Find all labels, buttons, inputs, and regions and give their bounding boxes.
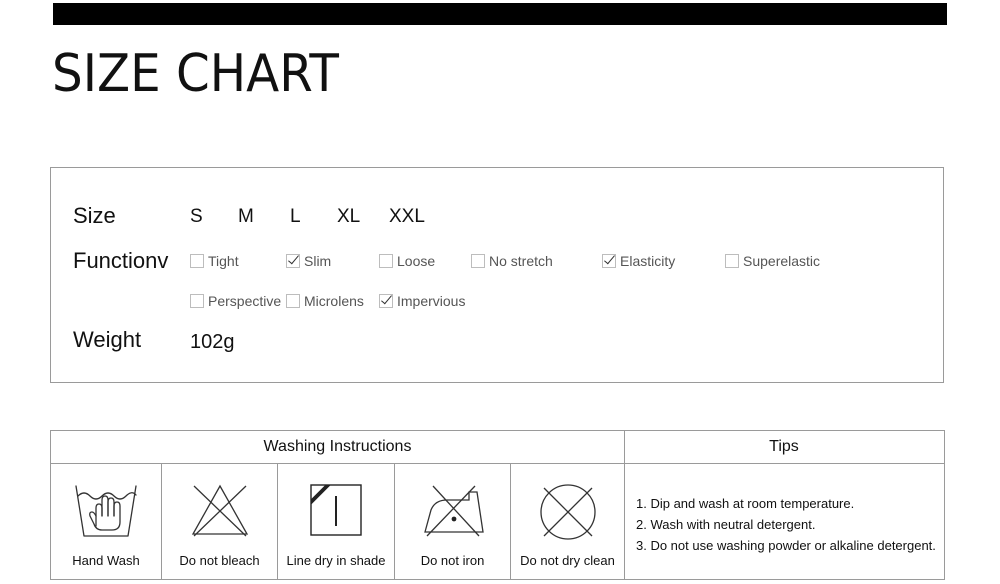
- no-bleach-icon: [190, 482, 250, 538]
- care-item-no-iron: [395, 464, 510, 584]
- option-perspective[interactable]: [190, 293, 281, 309]
- checkbox-loose[interactable]: [379, 254, 393, 268]
- checkbox-microlens[interactable]: [286, 294, 300, 308]
- option-elasticity[interactable]: [602, 253, 675, 269]
- top-bar: [53, 3, 947, 25]
- no-dry-clean-icon: [536, 482, 600, 542]
- size-value-l: L: [290, 206, 301, 227]
- checkbox-no-stretch[interactable]: [471, 254, 485, 268]
- spec-box: [50, 167, 944, 383]
- option-slim-label: Slim: [304, 253, 332, 269]
- care-label-no-dry-clean: Do not dry clean: [520, 553, 615, 568]
- tips-list: [636, 493, 936, 556]
- size-value-s: S: [190, 206, 203, 227]
- size-value-xl: XL: [337, 206, 361, 227]
- option-loose[interactable]: [379, 253, 435, 269]
- column-divider: [624, 431, 625, 579]
- option-no-stretch-label: No stretch: [489, 253, 553, 269]
- option-microlens-label: Microlens: [304, 293, 364, 309]
- care-label-line-dry-shade: Line dry in shade: [286, 553, 386, 568]
- care-item-no-dry-clean: [511, 464, 624, 584]
- care-item-line-dry-shade: [278, 464, 394, 584]
- option-microlens[interactable]: [286, 293, 364, 309]
- size-value-xxl: XXL: [389, 206, 425, 227]
- option-impervious[interactable]: [379, 293, 465, 309]
- page-title: SIZE CHART: [52, 44, 339, 104]
- checkbox-impervious[interactable]: [379, 294, 393, 308]
- option-elasticity-label: Elasticity: [620, 253, 676, 269]
- option-superelastic-label: Superelastic: [743, 253, 821, 269]
- tip-item: 3. Do not use washing powder or alkaline detergent.: [636, 538, 936, 553]
- tips-header: Tips: [769, 438, 799, 455]
- option-perspective-label: Perspective: [208, 293, 282, 309]
- option-tight-label: Tight: [208, 253, 239, 269]
- tip-item: 1. Dip and wash at room temperature.: [636, 496, 855, 511]
- size-value-m: M: [238, 206, 254, 227]
- option-superelastic[interactable]: [725, 253, 820, 269]
- option-loose-label: Loose: [397, 253, 436, 269]
- checkbox-perspective[interactable]: [190, 294, 204, 308]
- care-label-no-bleach: Do not bleach: [179, 553, 260, 568]
- tip-item: 2. Wash with neutral detergent.: [636, 517, 816, 532]
- option-slim[interactable]: [286, 253, 331, 269]
- size-label: Size: [73, 203, 116, 228]
- care-item-hand-wash: [51, 464, 161, 584]
- care-label-no-iron: Do not iron: [420, 553, 485, 568]
- weight-value: 102g: [190, 331, 235, 353]
- care-item-no-bleach: [162, 464, 277, 584]
- checkbox-tight[interactable]: [190, 254, 204, 268]
- checkbox-superelastic[interactable]: [725, 254, 739, 268]
- weight-label: Weight: [73, 327, 142, 352]
- care-label-hand-wash: Hand Wash: [72, 553, 140, 568]
- checkbox-elasticity[interactable]: [602, 254, 616, 268]
- no-iron-icon: [419, 482, 487, 538]
- washing-instructions-header: Washing Instructions: [263, 438, 412, 455]
- option-tight[interactable]: [190, 253, 239, 269]
- checkbox-slim[interactable]: [286, 254, 300, 268]
- option-impervious-label: Impervious: [397, 293, 466, 309]
- function-label: Functionv: [73, 248, 169, 273]
- line-dry-shade-icon: [308, 482, 364, 538]
- hand-wash-icon: [72, 482, 140, 542]
- option-no-stretch[interactable]: [471, 253, 553, 269]
- care-table: [50, 430, 945, 580]
